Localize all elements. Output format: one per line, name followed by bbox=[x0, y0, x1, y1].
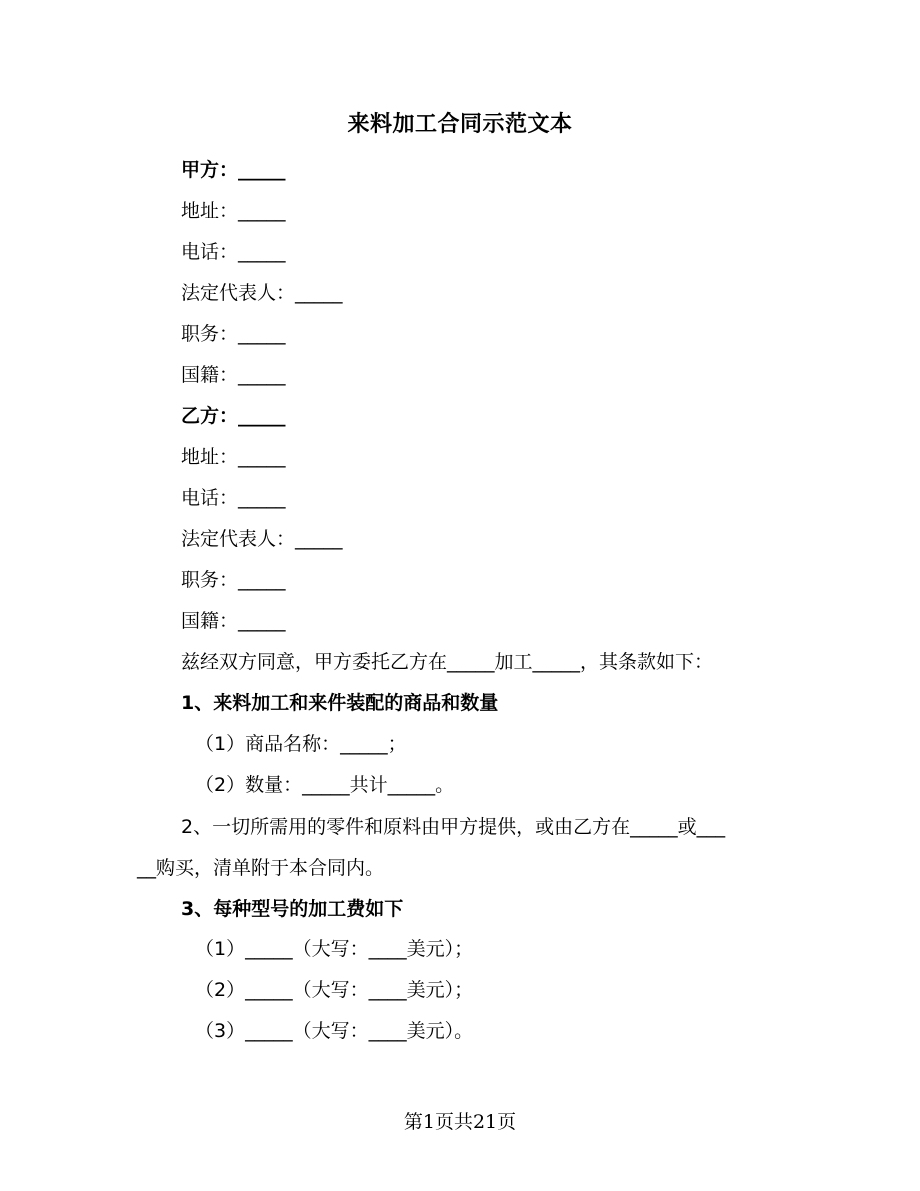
party-b-label: 乙方：_____ bbox=[181, 405, 286, 427]
party-b-position: 职务：_____ bbox=[181, 569, 286, 591]
party-a-legal-rep: 法定代表人：_____ bbox=[181, 282, 343, 304]
section-3-heading: 3、每种型号的加工费如下 bbox=[181, 898, 404, 920]
section-3-item-2: （2）_____（大写：____美元）； bbox=[195, 979, 474, 1001]
section-3-item-3: （3）_____（大写：____美元）。 bbox=[195, 1020, 474, 1042]
party-a-address: 地址：_____ bbox=[181, 200, 286, 222]
section-2-line-2: __购买，清单附于本合同内。 bbox=[137, 857, 385, 879]
intro-paragraph: 兹经双方同意，甲方委托乙方在_____加工_____，其条款如下： bbox=[181, 651, 714, 673]
section-3-item-1: （1）_____（大写：____美元）； bbox=[195, 938, 474, 960]
page-footer: 第1页共21页 bbox=[403, 1111, 517, 1133]
document-title: 来料加工合同示范文本 bbox=[347, 112, 573, 137]
party-b-legal-rep: 法定代表人：_____ bbox=[181, 528, 343, 550]
party-b-address: 地址：_____ bbox=[181, 446, 286, 468]
party-a-label: 甲方：_____ bbox=[181, 159, 286, 181]
party-a-position: 职务：_____ bbox=[181, 323, 286, 345]
party-b-nationality: 国籍：_____ bbox=[181, 610, 286, 632]
section-1-item-1: （1）商品名称：_____； bbox=[195, 733, 407, 755]
section-2-line-1: 2、一切所需用的零件和原料由甲方提供，或由乙方在_____或___ bbox=[181, 816, 726, 838]
section-1-item-2: （2）数量：_____共计_____。 bbox=[195, 774, 455, 796]
party-b-phone: 电话：_____ bbox=[181, 487, 286, 509]
section-1-heading: 1、来料加工和来件装配的商品和数量 bbox=[181, 692, 499, 714]
party-a-phone: 电话：_____ bbox=[181, 241, 286, 263]
party-a-nationality: 国籍：_____ bbox=[181, 364, 286, 386]
